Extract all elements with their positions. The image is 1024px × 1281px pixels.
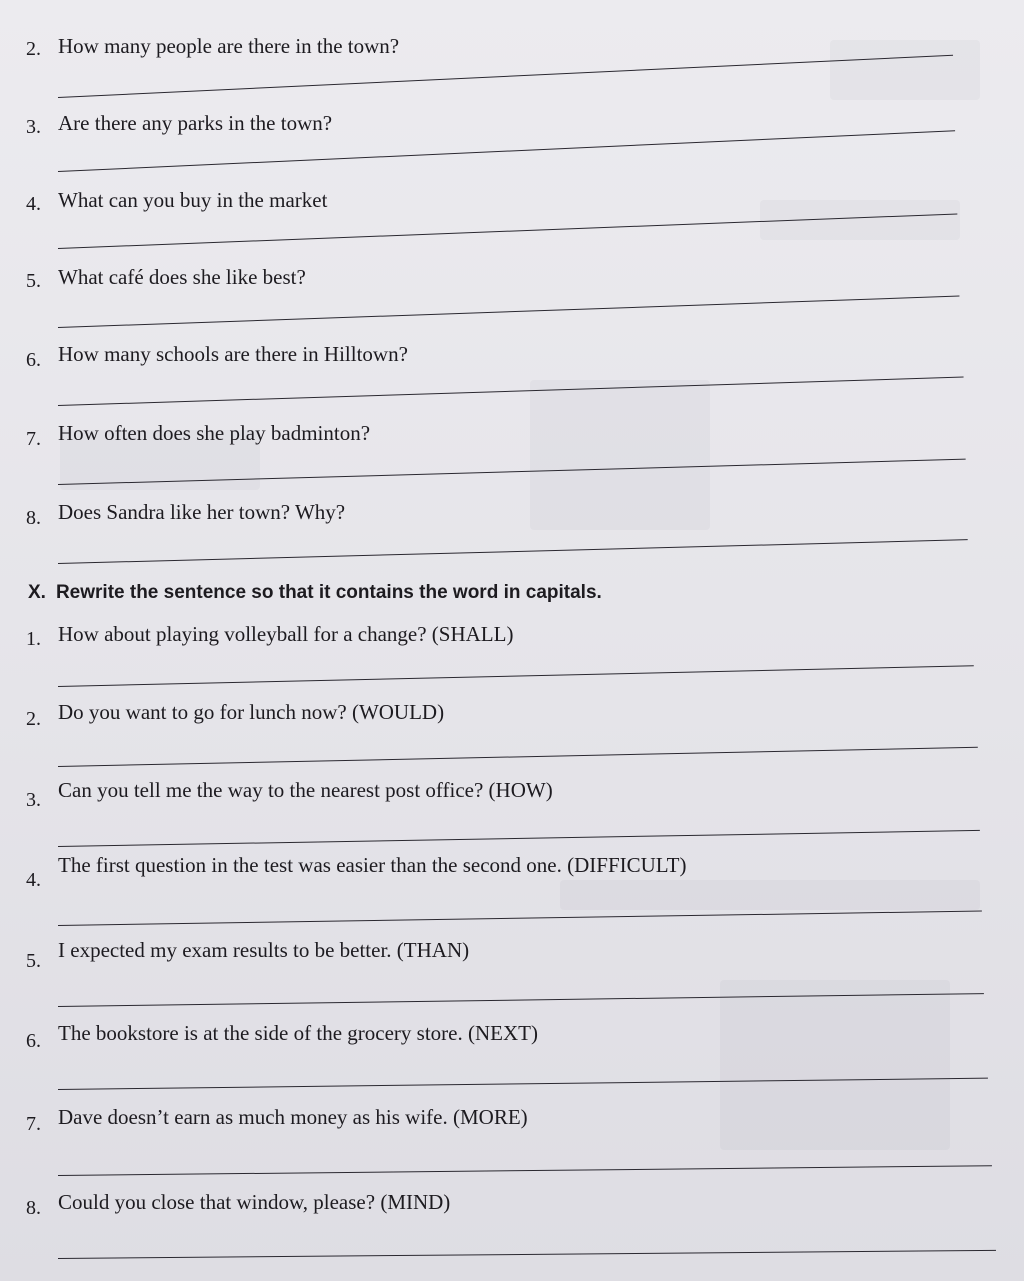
- question-text: Can you tell me the way to the nearest post office? (HOW): [58, 778, 553, 802]
- answer-line[interactable]: [58, 296, 959, 328]
- question-text: What can you buy in the market: [58, 188, 328, 212]
- answer-line[interactable]: [58, 55, 953, 98]
- answer-line[interactable]: [58, 830, 980, 847]
- question-number: 8.: [26, 507, 41, 529]
- answer-line[interactable]: [58, 747, 978, 767]
- question-item: [0, 1190, 1024, 1270]
- question-item: [0, 700, 1024, 780]
- question-number: 2.: [26, 708, 41, 730]
- question-item: [0, 853, 1024, 933]
- question-item: [0, 265, 1024, 345]
- question-text: How about playing volleyball for a change? (SHALL): [58, 622, 514, 646]
- question-number: 7.: [26, 1113, 41, 1135]
- question-item: [0, 1105, 1024, 1185]
- question-number: 3.: [26, 116, 41, 138]
- answer-line[interactable]: [58, 459, 966, 485]
- question-item: [0, 342, 1024, 422]
- answer-line[interactable]: [58, 377, 964, 406]
- question-item: [0, 111, 1024, 191]
- question-text: How often does she play badminton?: [58, 421, 371, 445]
- question-item: [0, 620, 1024, 700]
- answer-line[interactable]: [58, 993, 984, 1007]
- question-item: [0, 778, 1024, 858]
- answer-line[interactable]: [58, 665, 974, 687]
- answer-line[interactable]: [58, 1250, 996, 1259]
- question-number: 4.: [26, 193, 41, 215]
- question-text: Could you close that window, please? (MIND): [58, 1190, 451, 1214]
- question-text: Does Sandra like her town? Why?: [58, 500, 346, 524]
- answer-line[interactable]: [58, 539, 968, 564]
- question-item: [0, 938, 1024, 1018]
- question-item: [0, 188, 1024, 268]
- question-number: 2.: [26, 38, 41, 60]
- answer-line[interactable]: [58, 1078, 988, 1090]
- answer-line[interactable]: [58, 910, 982, 926]
- question-text: The bookstore is at the side of the grocery store. (NEXT): [58, 1021, 538, 1045]
- question-number: 5.: [26, 270, 41, 292]
- question-text: Do you want to go for lunch now? (WOULD): [58, 700, 445, 724]
- question-item: [0, 34, 1024, 114]
- question-text: How many people are there in the town?: [58, 34, 400, 58]
- question-text: I expected my exam results to be better. (THAN): [58, 938, 470, 962]
- section-heading: [28, 581, 602, 605]
- question-item: [0, 1021, 1024, 1101]
- answer-line[interactable]: [58, 130, 955, 172]
- question-number: 5.: [26, 950, 41, 972]
- question-item: [0, 500, 1024, 580]
- answer-line[interactable]: [58, 1165, 992, 1176]
- question-text: The first question in the test was easier than the second one. (DIFFICULT): [58, 853, 687, 877]
- question-text: Are there any parks in the town?: [58, 111, 333, 135]
- section-instruction: Rewrite the sentence so that it contains the word in capitals.: [55, 582, 602, 603]
- question-number: 6.: [26, 1030, 41, 1052]
- question-item: [0, 421, 1024, 501]
- question-text: What café does she like best?: [58, 265, 306, 289]
- question-text: Dave doesn’t earn as much money as his wife. (MORE): [58, 1105, 528, 1129]
- question-number: 6.: [26, 349, 41, 371]
- question-number: 1.: [26, 628, 41, 650]
- question-number: 3.: [26, 789, 41, 811]
- question-text: How many schools are there in Hilltown?: [58, 342, 408, 366]
- answer-line[interactable]: [58, 213, 957, 249]
- question-number: 7.: [26, 428, 41, 450]
- question-number: 8.: [26, 1197, 41, 1219]
- question-number: 4.: [26, 869, 41, 891]
- section-label: X.: [28, 582, 46, 603]
